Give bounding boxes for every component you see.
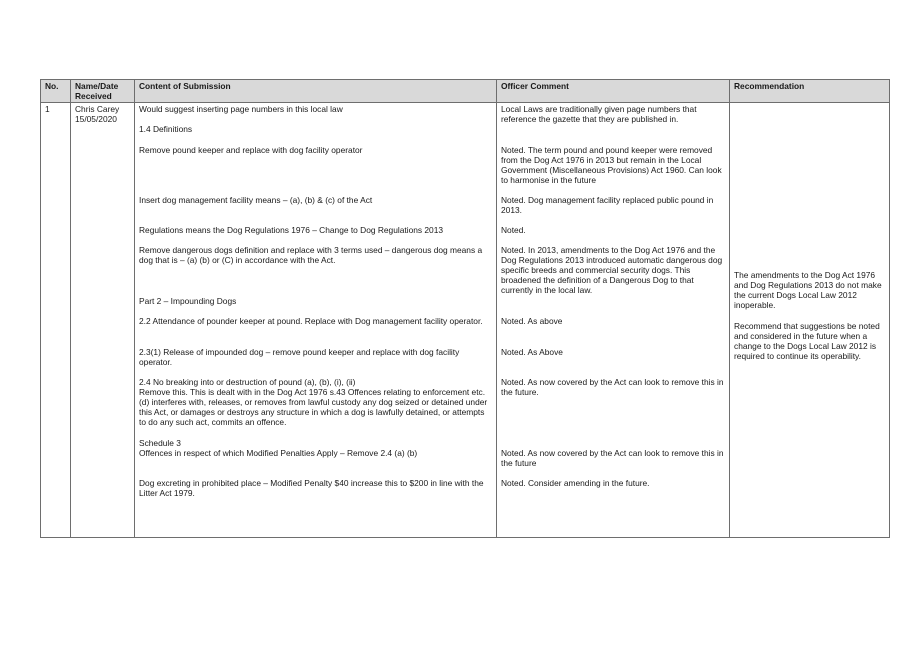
submissions-table <box>40 79 890 538</box>
content-item: Would suggest inserting page numbers in this local law <box>139 104 343 114</box>
recommendation-item: Recommend that suggestions be noted and considered in the future when a change to the Dogs Local Law 2012 is required to continue its operability. <box>734 321 880 361</box>
received-date: 15/05/2020 <box>75 114 117 124</box>
content-item: Remove dangerous dogs definition and replace with 3 terms used – dangerous dog means a dog that is – (a) (b) or (C) in accordance with the Act. <box>139 245 483 265</box>
cell-recommendation <box>730 103 890 538</box>
cell-officer-comment <box>497 103 730 538</box>
recommendation-item: The amendments to the Dog Act 1976 and Dog Regulations 2013 do not make the current Dogs Local Law 2012 inoperable. <box>734 270 882 310</box>
comment-item: Noted. As above <box>501 316 563 326</box>
header-name-date: Name/Date Received <box>71 80 135 103</box>
comment-item: Noted. As now covered by the Act can look to remove this in the future <box>501 448 724 468</box>
header-no: No. <box>41 80 71 103</box>
comment-item: Noted. As Above <box>501 347 563 357</box>
content-item: 2.2 Attendance of pounder keeper at pound. Replace with Dog management facility operator. <box>139 316 483 326</box>
comment-item: Noted. <box>501 225 526 235</box>
comment-item: Noted. The term pound and pound keeper were removed from the Dog Act 1976 in 2013 but remain in the Local Government (Miscellaneous Provisions) Act 1960. Can look to harmonise in the future <box>501 145 722 185</box>
content-item: Part 2 – Impounding Dogs <box>139 296 237 306</box>
content-item: Insert dog management facility means – (a), (b) & (c) of the Act <box>139 195 373 205</box>
content-item: 1.4 Definitions <box>139 124 193 134</box>
cell-name-date <box>71 103 135 538</box>
content-item: Regulations means the Dog Regulations 1976 – Change to Dog Regulations 2013 <box>139 225 444 235</box>
comment-item: Noted. In 2013, amendments to the Dog Act 1976 and the Dog Regulations 2013 introduced automatic dangerous dog specific breeds and commercial security dogs. This broadened the definition of a Dangerous Dog to that currently in the local law. <box>501 245 723 295</box>
cell-no: 1 <box>41 103 71 538</box>
comment-item: Noted. Dog management facility replaced public pound in 2013. <box>501 195 714 215</box>
submitter-name: Chris Carey <box>75 104 120 114</box>
comment-item: Local Laws are traditionally given page numbers that reference the gazette that they are published in. <box>501 104 697 124</box>
content-item: 2.3(1) Release of impounded dog – remove pound keeper and replace with dog facility operator. <box>139 347 460 367</box>
table-header-row <box>41 80 890 103</box>
content-item: Dog excreting in prohibited place – Modified Penalty $40 increase this to $200 in line with the Litter Act 1979. <box>139 478 484 498</box>
comment-item: Noted. As now covered by the Act can look to remove this in the future. <box>501 377 724 397</box>
comment-item: Noted. Consider amending in the future. <box>501 478 650 488</box>
cell-content <box>135 103 497 538</box>
table-row <box>41 103 890 538</box>
header-content: Content of Submission <box>135 80 497 103</box>
content-item: 2.4 No breaking into or destruction of pound (a), (b), (i), (ii) Remove this. This is dealt with in the Dog Act 1976 s.43 Offences relating to enforcement etc. (d) interferes with, releases, or removes from lawful custody any dog seized or detained under this Act, or damages or destroys any structure in which a dog is lawfully detained, or attempts to do any such act, commits an offence. <box>139 377 488 427</box>
header-officer-comment: Officer Comment <box>497 80 730 103</box>
content-item: Schedule 3 Offences in respect of which Modified Penalties Apply – Remove 2.4 (a) (b) <box>139 438 418 458</box>
header-recommendation: Recommendation <box>730 80 890 103</box>
content-item: Remove pound keeper and replace with dog facility operator <box>139 145 363 155</box>
